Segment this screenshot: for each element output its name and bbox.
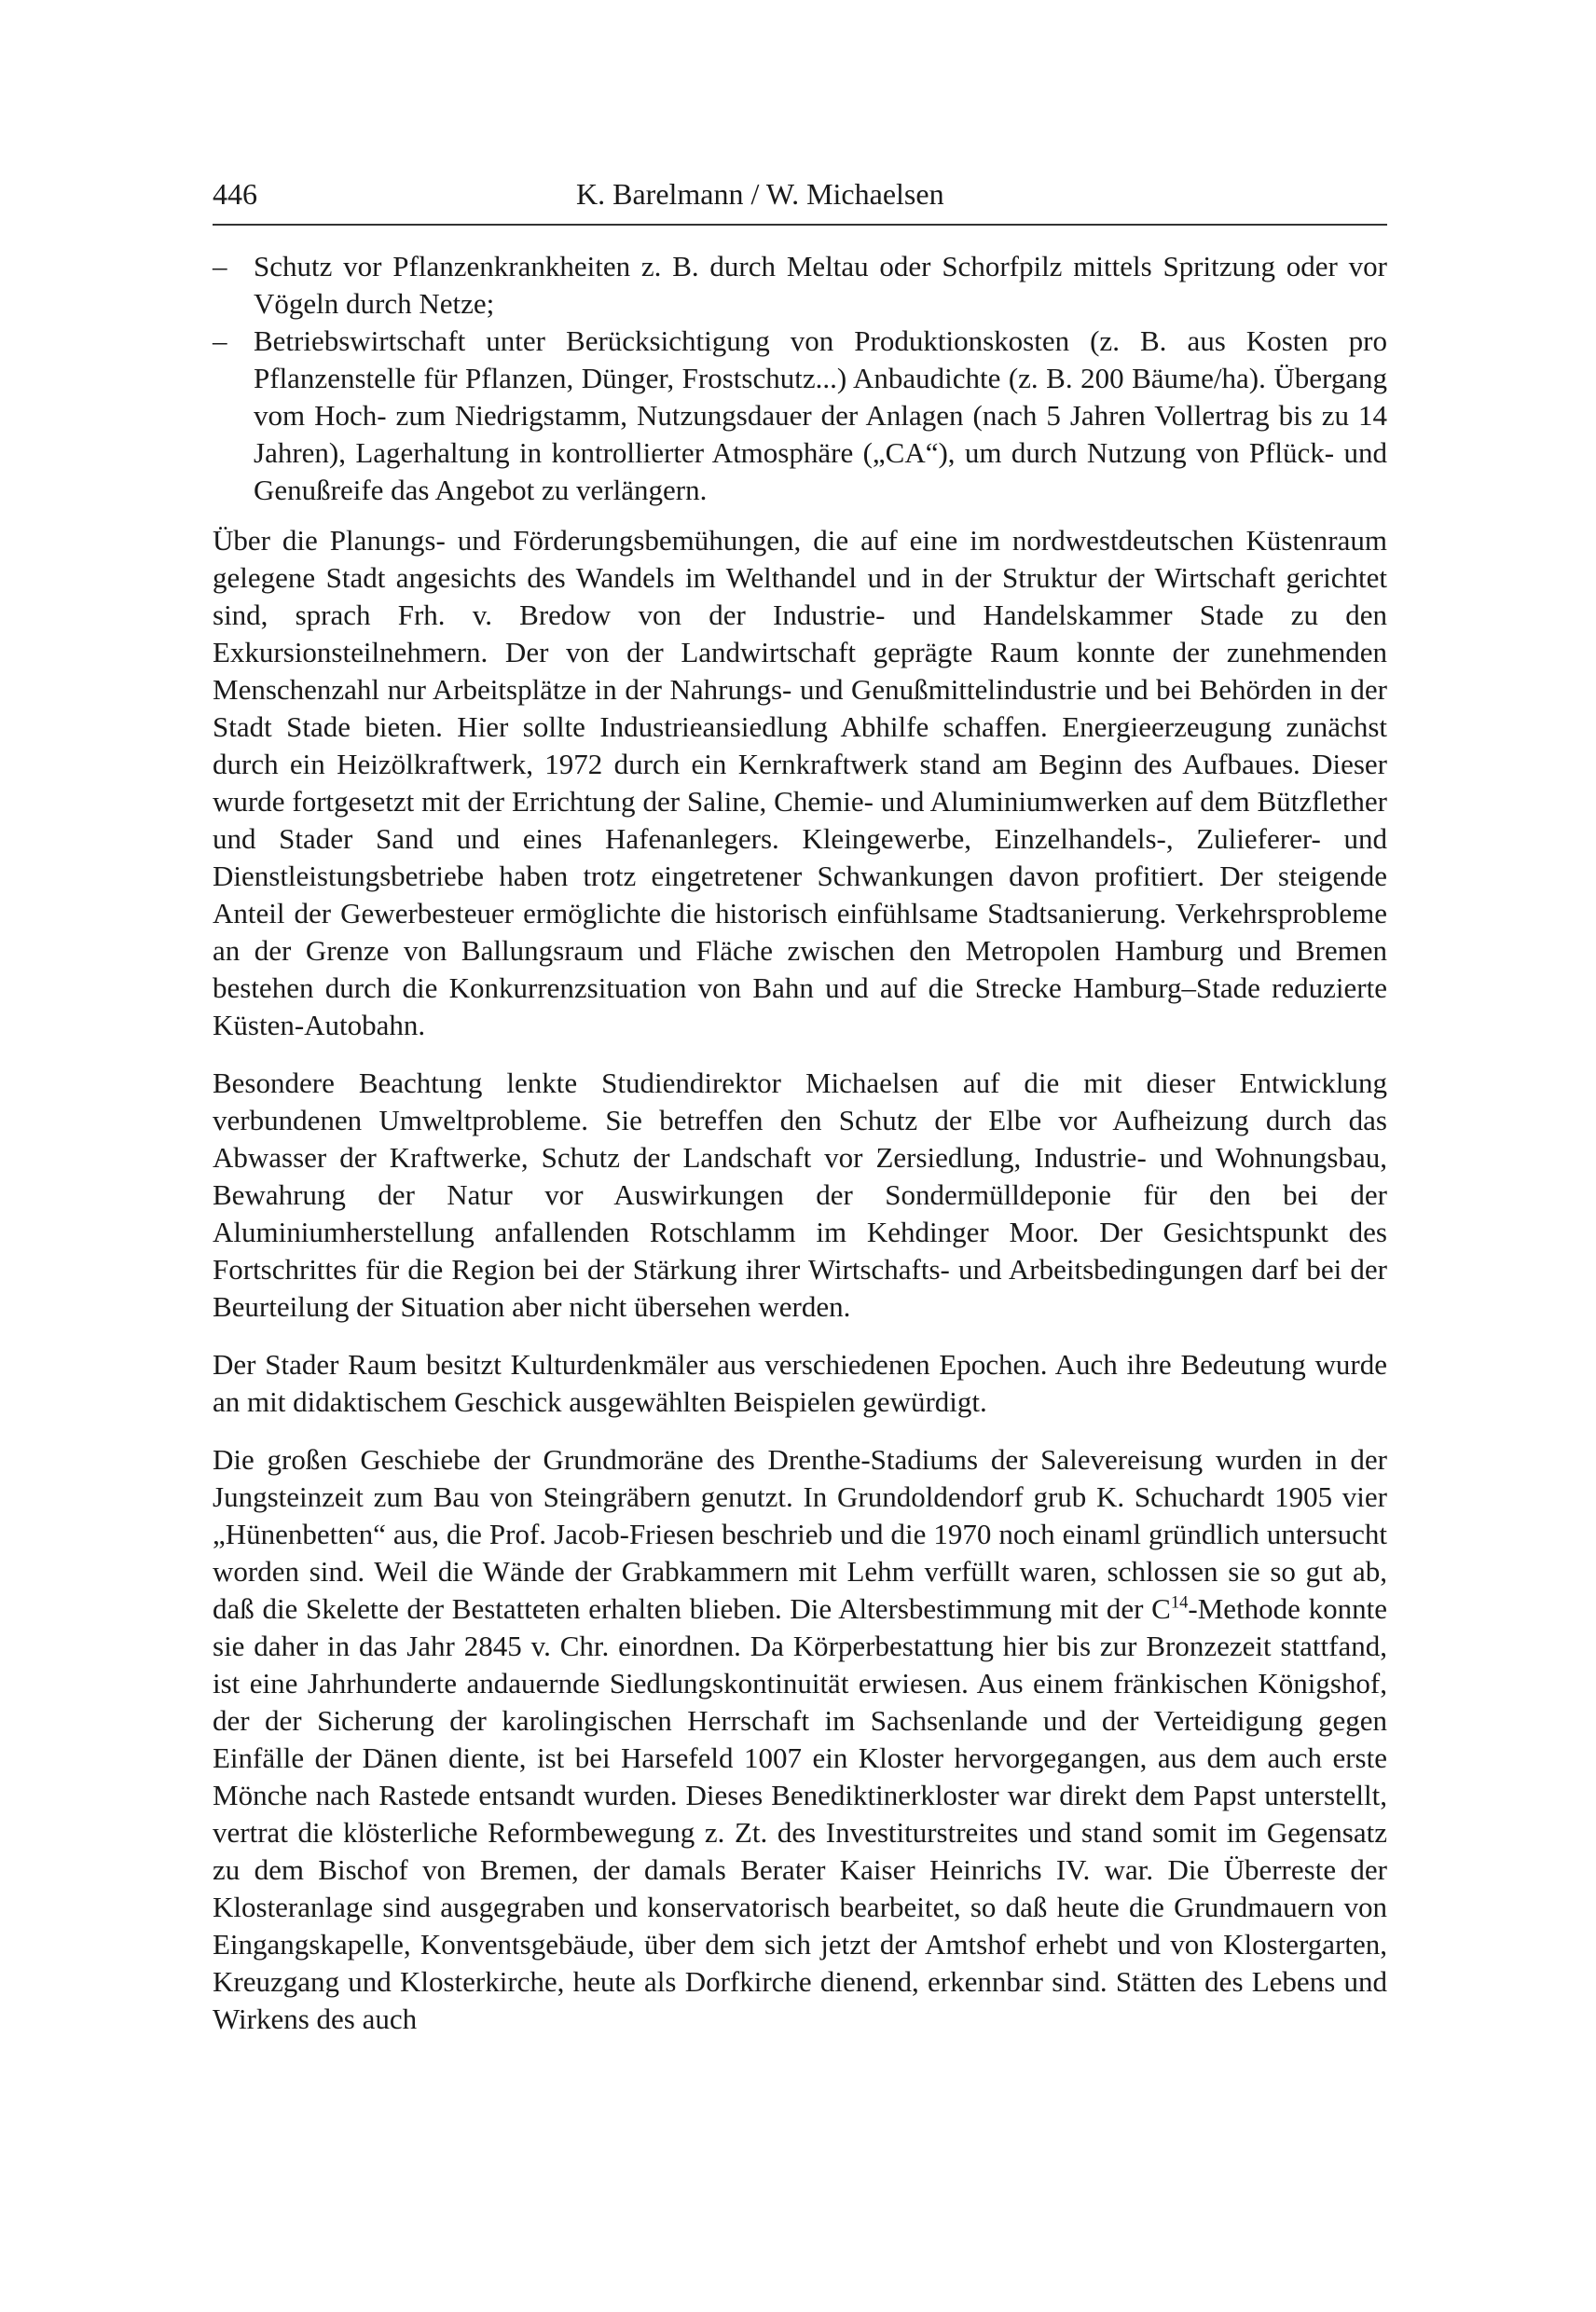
page-number: 446 — [213, 177, 257, 211]
paragraph-history-text-1: Die großen Geschiebe der Grundmoräne des Drenthe-Stadiums der Salevereisung wurden in der Jungsteinzeit zum Bau von Steingräbern genutzt. In Grundoldendorf grub K. Schuchardt 1905 vier „Hünenbetten“ aus, die Prof. Jacob-Friesen beschrieb und die 1970 noch einaml gründlich untersucht worden sind. Weil die Wände der Grabkammern mit Lehm verfüllt waren, schlossen sie so gut ab, daß die Skelette der Bestatteten erhalten blieben. Die Altersbestimmung mit der C — [213, 1443, 1387, 1625]
dash-list — [213, 248, 1387, 509]
paragraph-planning: Über die Planungs- und Förderungsbemühungen, die auf eine im nordwestdeutschen Küstenraum gelegene Stadt angesichts des Wandels im Welthandel und in der Struktur der Wirtschaft gerichtet sind, sprach Frh. v. Bredow von der Industrie- und Handelskammer Stade zu den Exkursionsteilnehmern. Der von der Landwirtschaft geprägte Raum konnte der zunehmenden Menschenzahl nur Arbeitsplätze in der Nahrungs- und Genußmittelindustrie und bei Behörden in der Stadt Stade bieten. Hier sollte Industrieansiedlung Abhilfe schaffen. Energieerzeugung zunächst durch ein Heizölkraftwerk, 1972 durch ein Kernkraftwerk stand am Beginn des Aufbaues. Dieser wurde fortgesetzt mit der Errichtung der Saline, Chemie- und Aluminiumwerken auf dem Bützflether und Stader Sand und eines Hafenanlegers. Kleingewerbe, Einzelhandels-, Zulieferer- und Dienstleistungsbetriebe haben trotz eingetretener Schwankungen davon profitiert. Der steigende Anteil der Gewerbesteuer ermöglichte die historisch einfühlsame Stadtsanierung. Verkehrsprobleme an der Grenze von Ballungsraum und Fläche zwischen den Metropolen Hamburg und Bremen bestehen durch die Konkurrenzsituation von Bahn und auf die Strecke Hamburg–Stade reduzierte Küsten-Autobahn. — [213, 524, 1387, 1041]
dash-marker: – — [213, 250, 227, 282]
document-page — [213, 168, 1387, 2058]
running-head — [213, 168, 1387, 224]
list-item-text: Schutz vor Pflanzenkrankheiten z. B. durch Meltau oder Schorfpilz mittels Spritzung oder vor Vögeln durch Netze; — [254, 250, 1387, 320]
dash-marker: – — [213, 324, 227, 357]
list-item — [213, 248, 1387, 323]
list-item-text: Betriebswirtschaft unter Berücksichtigung von Produktionskosten (z. B. aus Kosten pro Pflanzenstelle für Pflanzen, Dünger, Frostschutz...) Anbaudichte (z. B. 200 Bäume/ha). Übergang vom Hoch- zum Niedrigstamm, Nutzungsdauer der Anlagen (nach 5 Jahren Vollertrag bis zu 14 Jahren), Lagerhaltung in kontrollierter Atmosphäre („CA“), um durch Nutzung von Pflück- und Genußreife das Angebot zu verlängern. — [254, 324, 1387, 506]
paragraph-environment: Besondere Beachtung lenkte Studiendirektor Michaelsen auf die mit dieser Entwicklung verbundenen Umweltprobleme. Sie betreffen den Schutz der Elbe vor Aufheizung durch das Abwasser der Kraftwerke, Schutz der Landschaft vor Zersiedlung, Industrie- und Wohnungsbau, Bewahrung der Natur vor Auswirkungen der Sondermülldeponie für den bei der Aluminiumherstellung anfallenden Rotschlamm im Kehdinger Moor. Der Gesichtspunkt des Fortschrittes für die Region bei der Stärkung ihrer Wirtschafts- und Arbeitsbedingungen darf bei der Beurteilung der Situation aber nicht übersehen werden. — [213, 1067, 1387, 1323]
paragraph-monuments: Der Stader Raum besitzt Kulturdenkmäler aus verschiedenen Epochen. Auch ihre Bedeutung wurde an mit didaktischem Geschick ausgewählten Beispielen gewürdigt. — [213, 1348, 1387, 1418]
paragraph-history — [213, 1441, 1387, 2038]
running-head-authors: K. Barelmann / W. Michaelsen — [576, 177, 944, 211]
paragraph-history-text-2: -Methode konnte sie daher in das Jahr 2845 v. Chr. einordnen. Da Körperbestattung hier bis zur Bronzezeit stattfand, ist eine Jahrhunderte andauernde Siedlungskontinuität erwiesen. Aus einem fränkischen Königshof, der der Sicherung der karolingischen Herrschaft im Sachsenlande und der Verteidigung gegen Einfälle der Dänen diente, ist bei Harsefeld 1007 ein Kloster hervorgegangen, aus dem auch erste Mönche nach Rastede entsandt wurden. Dieses Benediktinerkloster war direkt dem Papst unterstellt, vertrat die klösterliche Reformbewegung z. Zt. des Investiturstreites und stand somit im Gegensatz zu dem Bischof von Bremen, der damals Berater Kaiser Heinrichs IV. war. Die Überreste der Klosteranlage sind ausgegraben und konservatorisch bearbeitet, so daß heute die Grundmauern von Eingangskapelle, Konventsgebäude, über dem sich jetzt der Amtshof erhebt und von Klostergarten, Kreuzgang und Klosterkirche, heute als Dorfkirche dienend, erkennbar sind. Stätten des Lebens und Wirkens des auch — [213, 1592, 1387, 2035]
body-text — [213, 248, 1387, 2038]
isotope-superscript: 14 — [1170, 1592, 1189, 1613]
header-rule — [213, 224, 1387, 226]
list-item — [213, 323, 1387, 509]
